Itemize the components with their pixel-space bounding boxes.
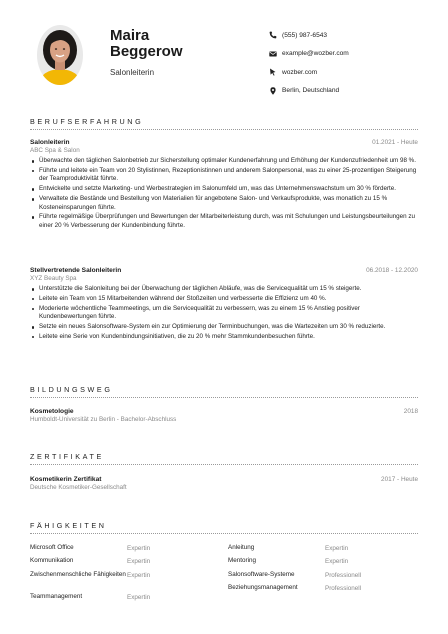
skill-item <box>30 571 210 579</box>
skill-level: Expertin <box>325 544 349 552</box>
list-item: Entwickelte und setzte Marketing- und Werbestrategien im Salonumfeld um, was das Unternehmenswachstum um 30 % förderte. <box>30 185 418 194</box>
phone-icon <box>269 31 277 39</box>
bullet-list <box>30 285 418 341</box>
entry-date: 2018 <box>403 408 418 415</box>
skill-item <box>228 544 408 552</box>
skill-name: Zwischenmenschliche Fähigkeiten <box>30 571 126 578</box>
last-name: Beggerow <box>110 43 183 60</box>
skill-name: Microsoft Office <box>30 544 74 551</box>
list-item: Verwaltete die Bestände und Bestellung von Materialien für angebotene Salon- und Verkaufsprodukte, was monatlich zu 15 % Kosteneinsparungen führte. <box>30 195 418 212</box>
name-block <box>110 28 260 77</box>
bullet-list <box>30 157 418 231</box>
education-entry <box>30 408 418 423</box>
entry-date: 01.2021 - Heute <box>372 139 418 146</box>
entry-date: 2017 - Heute <box>381 476 418 483</box>
section-title-experience: BERUFSERFAHRUNG <box>30 117 144 126</box>
email-text: example@wozber.com <box>282 50 349 57</box>
first-name: Maira <box>110 27 150 44</box>
skill-name: Anleitung <box>228 544 255 551</box>
entry-institution: Humboldt-Universität zu Berlin - Bachelor-Abschluss <box>30 416 177 423</box>
skill-name: Kommunikation <box>30 557 74 564</box>
skill-item <box>228 571 408 579</box>
contact-phone[interactable] <box>269 29 419 41</box>
skill-level: Expertin <box>127 571 151 579</box>
list-item: Moderierte wöchentliche Teammeetings, um die Servicequalität zu verbessern, was zu einem 15 % Anstieg positiver Kundenbewertungen führte. <box>30 305 418 322</box>
skill-name: Mentoring <box>228 557 257 564</box>
skill-item <box>30 557 210 565</box>
skill-level: Expertin <box>127 557 151 565</box>
contact-website[interactable] <box>269 66 419 78</box>
avatar <box>36 24 84 86</box>
entry-date: 06.2018 - 12.2020 <box>366 267 418 274</box>
skill-level: Expertin <box>325 557 349 565</box>
skill-item <box>228 584 408 592</box>
experience-entry <box>30 267 418 343</box>
list-item: Leitete eine Serie von Kundenbindungsinitiativen, die zu 20 % mehr Stammkundenbesuchen führte. <box>30 333 418 342</box>
section-divider <box>30 533 418 534</box>
skill-name: Teammanagement <box>30 593 83 600</box>
skill-name: Beziehungsmanagement <box>228 584 298 591</box>
experience-entry <box>30 139 418 232</box>
skill-level: Professionell <box>325 571 362 579</box>
section-divider <box>30 397 418 398</box>
contact-list <box>269 29 419 103</box>
entry-title: Kosmetologie <box>30 408 74 415</box>
skill-item <box>30 544 210 552</box>
section-title-skills: FÄHIGKEITEN <box>30 521 107 530</box>
skill-item <box>228 557 408 565</box>
list-item: Setzte ein neues Salonsoftware-System ein zur Optimierung der Terminbuchungen, was die Wartezeiten um 30 % reduzierte. <box>30 323 418 332</box>
skill-level: Expertin <box>127 593 151 601</box>
list-item: Leitete ein Team von 15 Mitarbeitenden während der Stoßzeiten und verbesserte die Effizienz um 40 %. <box>30 295 418 304</box>
contact-location <box>269 85 419 97</box>
section-title-certificates: ZERTIFIKATE <box>30 452 104 461</box>
entry-issuer: Deutsche Kosmetiker-Gesellschaft <box>30 484 127 491</box>
section-title-education: BILDUNGSWEG <box>30 385 113 394</box>
map-pin-icon <box>269 87 277 95</box>
skill-name: Salonsoftware-Systeme <box>228 571 295 578</box>
section-divider <box>30 464 418 465</box>
entry-company: XYZ Beauty Spa <box>30 275 77 282</box>
list-item: Unterstützte die Salonleitung bei der Überwachung der täglichen Abläufe, was die Servicequalität um 15 % steigerte. <box>30 285 418 294</box>
job-title: Salonleiterin <box>110 68 155 77</box>
entry-title: Stellvertretende Salonleiterin <box>30 267 122 274</box>
list-item: Überwachte den täglichen Salonbetrieb zur Sicherstellung optimaler Kundenerfahrung und Erhöhung der Kundenzufriedenheit um 98 %. <box>30 157 418 166</box>
website-text: wozber.com <box>282 68 318 76</box>
cursor-icon <box>269 68 277 76</box>
location-text: Berlin, Deutschland <box>282 87 340 94</box>
list-item: Führte regelmäßige Überprüfungen und Bewertungen der Mitarbeiterleistung durch, was mit Schulungen und Leistungsbeurteilungen zu einer 20 % Verbesserung der Kundenbindung führte. <box>30 213 418 230</box>
skill-level: Professionell <box>325 584 362 592</box>
entry-title: Salonleiterin <box>30 139 70 146</box>
entry-title: Kosmetikerin Zertifikat <box>30 476 102 483</box>
list-item: Führte und leitete ein Team von 20 Stylistinnen, Rezeptionistinnen und anderem Salonpersonal, was zu einer 25-prozentigen Steigerung der Teamproduktivität führte. <box>30 167 418 184</box>
phone-text: (555) 987-6543 <box>282 31 328 39</box>
entry-company: ABC Spa & Salon <box>30 147 80 154</box>
certificate-entry <box>30 476 418 491</box>
envelope-icon <box>269 50 277 58</box>
contact-email[interactable] <box>269 48 419 60</box>
skill-level: Expertin <box>127 544 151 552</box>
section-divider <box>30 129 418 130</box>
skill-item <box>30 593 210 601</box>
